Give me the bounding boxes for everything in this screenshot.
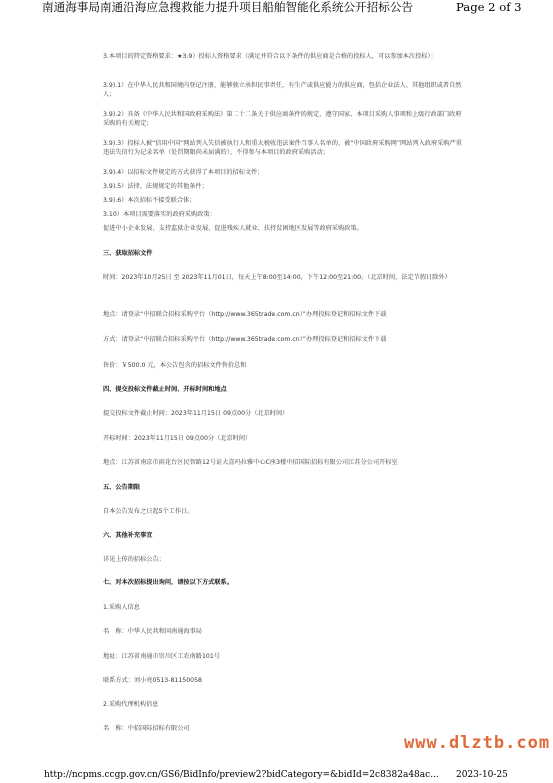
acquire-place: 地点：请登录“中招联合招标采购平台（http://www.365trade.com.cn）”办理投标登记和招标文件下载 <box>103 311 387 318</box>
qualification-item-5: 3.9).5）法律、法规规定的其他条件； <box>103 183 208 190</box>
purchaser-name: 名 称：中华人民共和国南通海事局 <box>103 628 202 635</box>
section-heading-6: 六、其他补充事宜 <box>103 532 153 539</box>
agency-info-heading: 2.采购代理机构信息 <box>103 701 159 708</box>
policy-heading: 3.10）本项目需要落实的政府采购政策： <box>103 211 216 218</box>
section-heading-3: 三、获取招标文件 <box>103 250 153 257</box>
notice-period: 自本公告发布之日起5个工作日。 <box>103 508 194 515</box>
section-heading-5: 五、公告期限 <box>103 484 141 491</box>
page-header-title: 南通海事局南通沿海应急搜救能力提升项目船舶智能化系统公开招标公告 <box>42 0 414 14</box>
qualification-item-2: 3.9).2）具备《中华人民共和国政府采购法》第二十二条关于供应商条件的规定，遵守国家、本项目采购人事项和上级行政部门政府采购的有关规定； <box>103 111 462 127</box>
bid-deadline: 提交投标文件截止时间：2023年11月15日 09点00分（北京时间） <box>103 410 289 417</box>
qualification-item-6: 3.9).6）本次招标不接受联合体； <box>103 197 196 204</box>
qualification-item-4: 3.9).4）以招标文件规定的方式获得了本项目的招标文件； <box>103 169 264 176</box>
section-heading-4: 四、提交投标文件截止时间、开标时间和地点 <box>103 386 227 393</box>
site-watermark: www.dlztb.com <box>404 733 551 753</box>
purchaser-info-heading: 1.采购人信息 <box>103 604 140 611</box>
agency-name: 名 称：中招国际招标有限公司 <box>103 725 190 732</box>
qualification-item-1: 3.9).1）在中华人民共和国境内登记注册，能够独立承担民事责任，有生产或供应能力的供应商，包括企业法人、其他组织或者自然人； <box>103 82 462 98</box>
policy-text: 促进中小企业发展、支持监狱企业发展、促进残疾人就业、扶持贫困地区发展等政府采购政策。 <box>103 225 363 232</box>
purchaser-address: 地址：江苏省南通市崇川区工农南路101号 <box>103 653 220 660</box>
acquire-price: 售价：￥500.0 元，本公告包含的招标文件售价总和 <box>103 362 247 369</box>
acquire-time: 时间：2023年10月25日 至 2023年11月01日，每天上午8:00至14:00，下午12:00至21:00。（北京时间，法定节假日除外） <box>103 274 451 281</box>
acquire-method: 方式：请登录“中招联合招标采购平台（http://www.365trade.com.cn）”办理投标登记和招标文件下载 <box>103 336 387 343</box>
page-number: Page 2 of 3 <box>456 0 522 14</box>
section-heading-7: 七、对本次招标提出询问，请按以下方式联系。 <box>103 579 233 586</box>
bid-open-time: 开标时间：2023年11月15日 09点00分（北京时间） <box>103 435 252 442</box>
purchaser-contact: 联系方式：刘小亮0513-81150058 <box>103 677 202 684</box>
other-matters: 详见上传的招标公告； <box>103 556 165 563</box>
footer-date: 2023-10-25 <box>456 770 508 780</box>
bid-open-place: 地点：江苏省南京市雨花台区民智路12号证大喜玛拉雅中心C座3楼中招国际招标有限公司江苏分公司开标室 <box>103 459 398 466</box>
footer-url: http://ncpms.ccgp.gov.cn/GS6/BidInfo/preview2?bidCategory=&bidId=2c8382a48ac... <box>44 770 439 780</box>
qualification-item-3: 3.9).3）投标人被“信用中国”网站列入失信被执行人和重大税收违法案件当事人名单的、被“中国政府采购网”网站列入政府采购严重违法失信行为记录名单（处罚期限尚未届满的），不得参与本项目的政府采购活动； <box>103 140 462 156</box>
qualification-intro: 3.本项目的特定资格要求：★3.9）投标人资格要求（满足并符合以下条件的供应商是合格的投标人，可以参加本次投标）： <box>103 53 437 60</box>
